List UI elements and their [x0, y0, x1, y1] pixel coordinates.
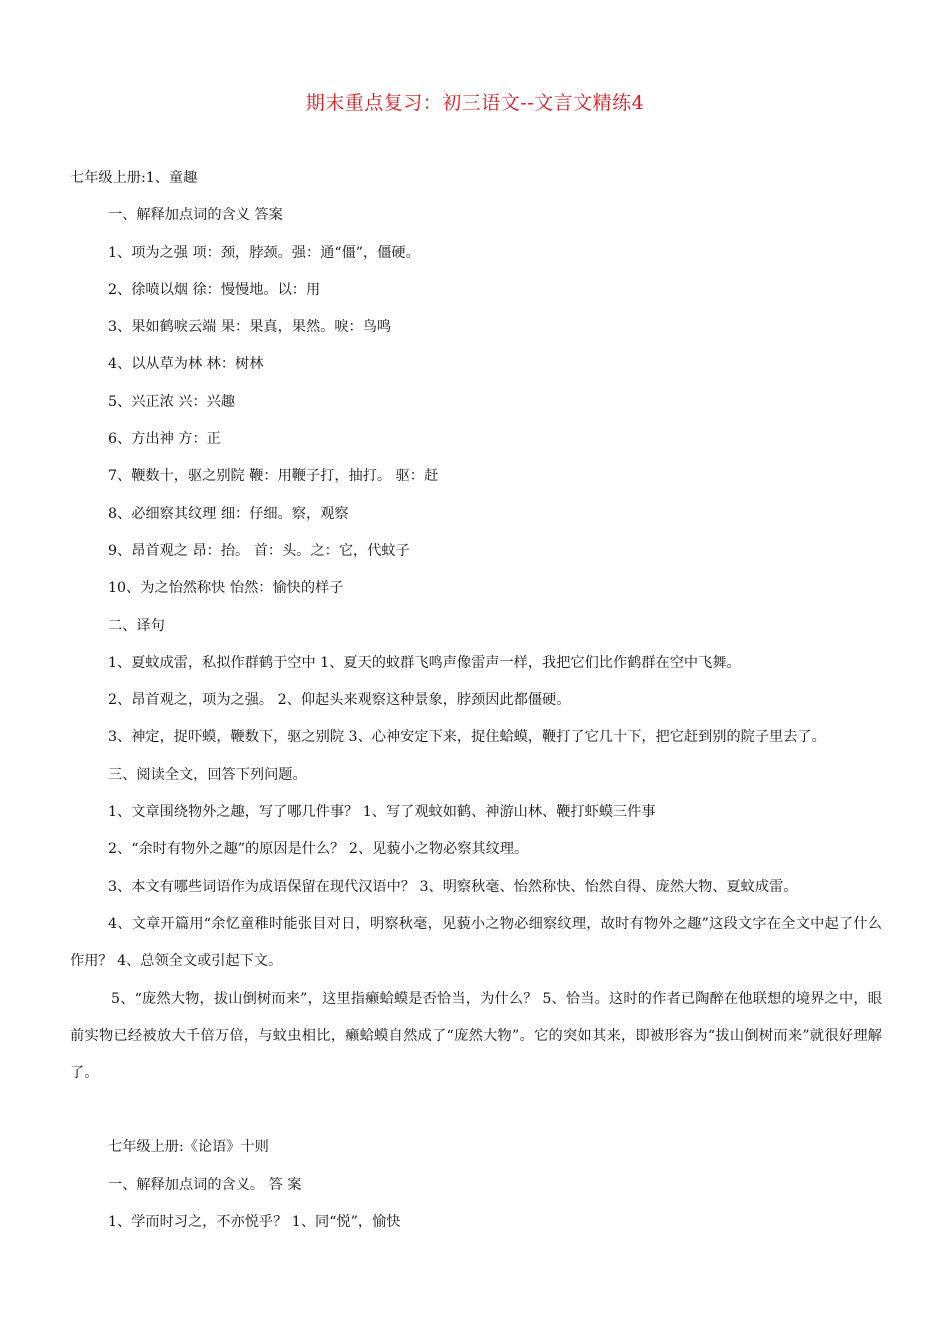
text-line: 10、为之怡然称快 怡然：愉快的样子: [108, 580, 344, 597]
text-line: 1、学而时习之，不亦悦乎？ 1、同“悦”，愉快: [108, 1214, 401, 1231]
text-paragraph: 5、“庞然大物，拔山倒树而来”，这里指癞蛤蟆是否恰当，为什么？ 5、恰当。这时的作者已陶醉在他联想的境界之中，眼前实物已经被放大千倍万倍，与蚊虫相比，癞蛤蟆自然成了“庞然大物”。它的突如其来，即被形容为“拔山倒树而来”就很好理解了。: [70, 990, 882, 1082]
text-line: 1、文章围绕物外之趣，写了哪几件事？ 1、写了观蚊如鹤、神游山林、鞭打虾蟆三件事: [108, 804, 656, 821]
text-line: 3、果如鹤唳云端 果：果真，果然。唳：鸟鸣: [108, 319, 392, 336]
text-line: 3、本文有哪些词语作为成语保留在现代汉语中？ 3、明察秋毫、怡然称快、怡然自得、庞然大物、夏蚊成雷。: [108, 878, 798, 895]
text-line: 8、必细察其纹理 细：仔细。察，观察: [108, 505, 349, 522]
document-title: 期末重点复习：初三语文--文言文精练4: [305, 92, 645, 114]
text-line: 6、方出神 方：正: [108, 431, 221, 448]
text-paragraph: 3、神定，捉吓蟆，鞭数下，驱之别院 3、心神安定下来，捉住蛤蟆，鞭打了它几十下，把它赶到别的院子里去了。: [108, 729, 826, 746]
text-line: 9、昂首观之 昂：抬。 首：头。之：它，代蚊子: [108, 542, 410, 559]
subsection-heading: 二、译句: [108, 617, 165, 634]
text-line: 2、昂首观之，项为之强。 2、仰起头来观察这种景象，脖颈因此都僵硬。: [108, 692, 571, 709]
text-line: 1、项为之强 项：颈，脖颈。强：通“僵”，僵硬。: [108, 244, 420, 261]
subsection-heading: 一、解释加点词的含义。 答 案: [108, 1176, 302, 1193]
text-line: 7、鞭数十，驱之别院 鞭：用鞭子打，抽打。 驱：赶: [108, 468, 439, 485]
subsection-heading: 三、阅读全文，回答下列问题。: [108, 766, 307, 783]
text-line: 2、徐喷以烟 徐：慢慢地。以：用: [108, 281, 321, 298]
document-body: [70, 160, 882, 1241]
text-line: 1、夏蚊成雷，私拟作群鹤于空中 1、夏天的蚊群飞鸣声像雷声一样，我把它们比作鹤群在空中飞舞。: [108, 654, 741, 671]
text-line: 4、以从草为林 林：树林: [108, 356, 264, 373]
text-line: 5、兴正浓 兴：兴趣: [108, 393, 236, 410]
text-paragraph: 4、文章开篇用“余忆童稚时能张目对日，明察秋毫，见藐小之物必细察纹理，故时有物外之趣”这段文字在全文中起了什么作用？ 4、总领全文或引起下文。: [70, 915, 882, 970]
subsection-heading: 一、解释加点词的含义 答案: [108, 207, 283, 224]
section-heading: 七年级上册:《论语》十则: [108, 1139, 269, 1156]
spacer: [70, 1092, 882, 1129]
section-heading: 七年级上册:1、童趣: [70, 170, 198, 186]
text-line: 2、“余时有物外之趣”的原因是什么？ 2、见藐小之物必察其纹理。: [108, 841, 529, 858]
